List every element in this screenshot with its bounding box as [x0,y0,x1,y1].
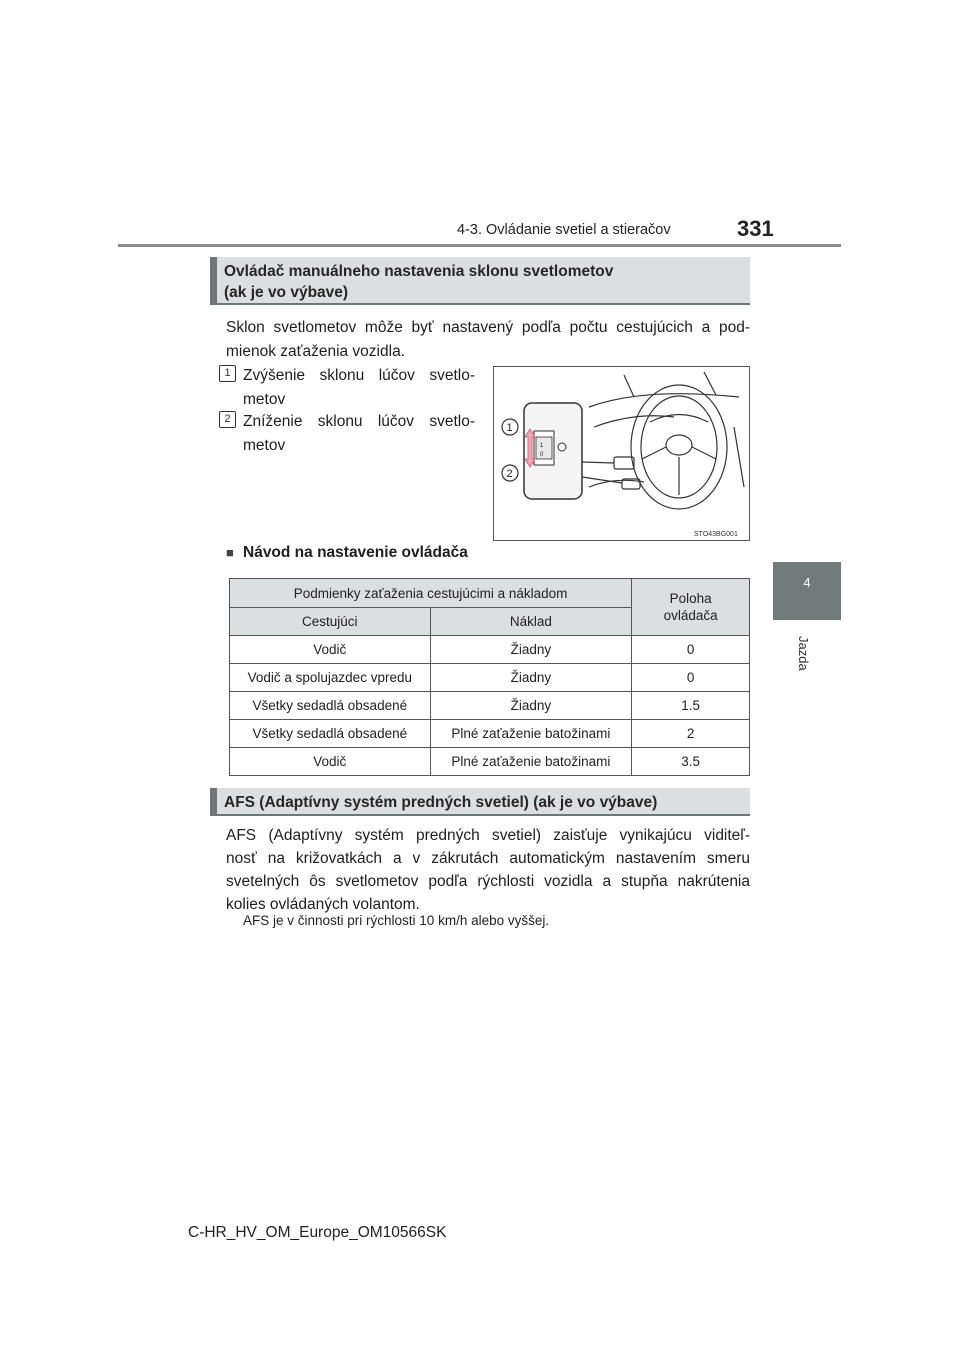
section-heading-line1: Ovládač manuálneho nastavenia sklonu svetlometov [224,263,614,280]
chapter-label: Jazda [796,636,811,671]
table-row [230,748,750,776]
cell-load: Žiadny [430,664,632,692]
item-text: metov [243,437,286,454]
leveling-dial-illustration [493,366,750,541]
subsection-title: Návod na nastavenie ovládača [243,544,468,561]
section-heading-afs-title: AFS (Adaptívny systém predných svetiel) (ak je vo výbave) [224,794,658,811]
item-text: metov [243,391,286,408]
chapter-number: 4 [803,575,811,590]
table-header-position [632,579,750,636]
figure-callout-2: 2 [506,468,513,480]
cell-load: Žiadny [430,692,632,720]
afs-para-line: AFS (Adaptívny systém predných svetiel) zaisťuje vynikajúcu viditeľ- [226,827,750,844]
cell-passengers: Vodič a spolujazdec vpredu [230,664,431,692]
svg-text:0: 0 [540,452,544,458]
table-header-position-line2: ovládača [663,608,718,623]
afs-para-line: svetelných ôs svetlometov podľa rýchlosti vozidla a stupňa nakrútenia [226,873,750,890]
chapter-tab [773,562,841,620]
figure-callout-1: 1 [506,422,513,434]
table-row [230,720,750,748]
cell-load: Plné zaťaženie batožinami [430,748,632,776]
svg-text:1: 1 [540,443,544,449]
header-rule [118,244,841,247]
cell-load: Plné zaťaženie batožinami [430,720,632,748]
running-header: 4-3. Ovládanie svetiel a stieračov [457,222,671,238]
cell-position: 2 [632,720,750,748]
table-header-load: Náklad [430,608,632,636]
afs-para-line: nosť na križovatkách a v zákrutách automatickým nastavením smeru [226,850,750,867]
cell-passengers: Vodič [230,748,431,776]
cell-position: 0 [632,664,750,692]
table-header-position-line1: Poloha [669,591,712,606]
table-row [230,664,750,692]
cell-load: Žiadny [430,636,632,664]
table-header-passengers: Cestujúci [230,608,431,636]
cell-passengers: Vodič [230,636,431,664]
figure-code: STO43BG001 [694,531,738,538]
adjustment-table [229,578,750,776]
intro-line: mienok zaťaženia vozidla. [226,343,405,360]
cell-position: 1.5 [632,692,750,720]
item-text: Zvýšenie sklonu lúčov svetlo- [243,367,475,384]
table-header-group: Podmienky zaťaženia cestujúcimi a nákladom [230,579,632,608]
intro-line: Sklon svetlometov môže byť nastavený podľa počtu cestujúcich a pod- [226,319,750,336]
table-row [230,636,750,664]
cell-position: 3.5 [632,748,750,776]
table-row [230,692,750,720]
cell-passengers: Všetky sedadlá obsadené [230,692,431,720]
section-heading-line2: (ak je vo výbave) [224,284,349,301]
cell-position: 0 [632,636,750,664]
afs-para-line: kolies ovládaných volantom. [226,896,420,913]
item-number-badge: 2 [219,411,236,428]
cell-passengers: Všetky sedadlá obsadené [230,720,431,748]
subsection-bullet: ■ [226,545,234,560]
item-number-badge: 1 [219,365,236,382]
document-code: C-HR_HV_OM_Europe_OM10566SK [188,1224,447,1241]
item-text: Zníženie sklonu lúčov svetlo- [243,413,475,430]
afs-note: AFS je v činnosti pri rýchlosti 10 km/h alebo vyššej. [243,913,550,928]
dashboard-drawing [494,367,749,540]
page-number: 331 [737,216,774,241]
